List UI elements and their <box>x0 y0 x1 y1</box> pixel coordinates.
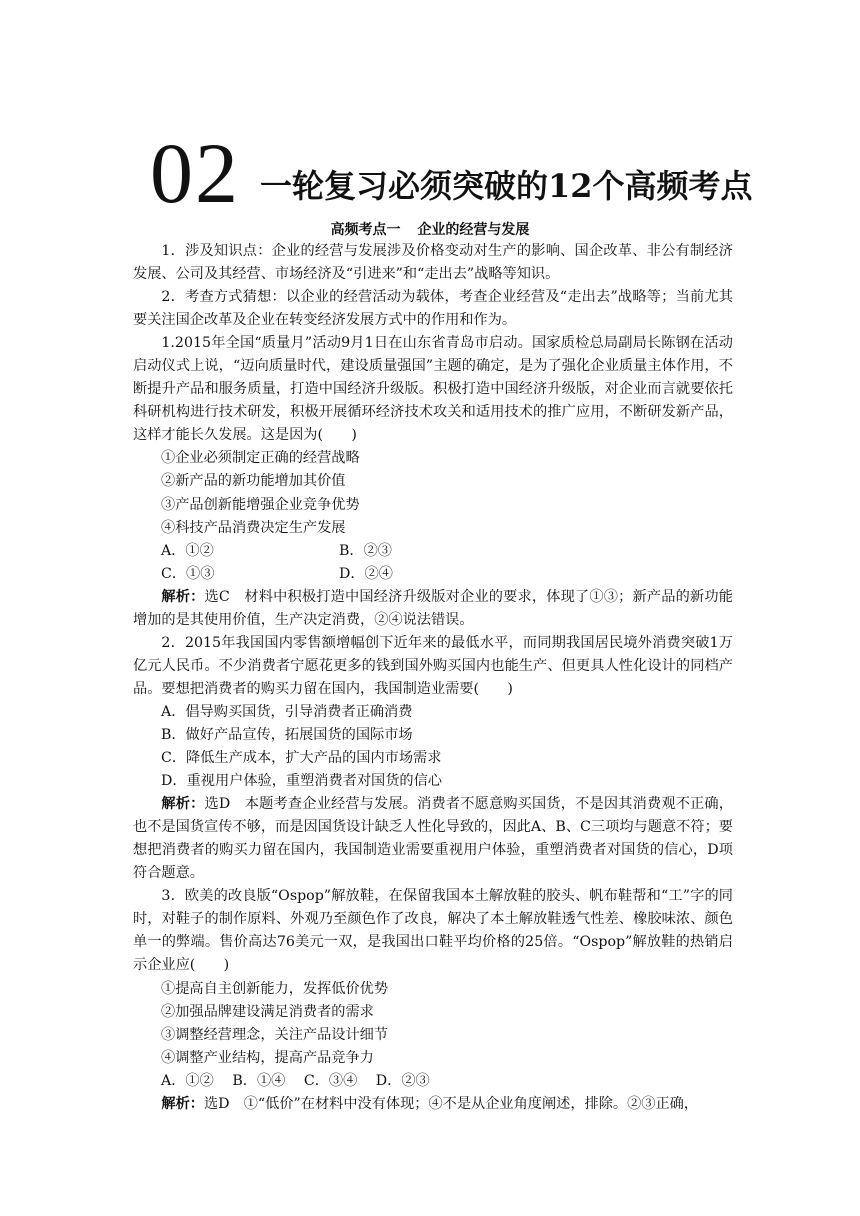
analysis-paragraph <box>133 793 733 885</box>
choice-option: D．②③ <box>375 1072 430 1089</box>
question-item: ①企业必须制定正确的经营战略 <box>161 450 360 467</box>
analysis-text: 选C 材料中积极打造中国经济升级版对企业的要求，体现了①③；新产品的新功能增加的是其使用价值，生产决定消费，②④说法错误。 <box>133 588 733 628</box>
choice-option: B．①④ <box>232 1072 286 1089</box>
question-item: ③调整经营理念，关注产品设计细节 <box>161 1026 389 1043</box>
chapter-title: 一轮复习必须突破的12个高频考点 <box>260 167 753 205</box>
section-heading-text: 企业的经营与发展 <box>417 222 530 238</box>
question-item: ④科技产品消费决定生产发展 <box>161 519 346 536</box>
question-item: ①提高自主创新能力，发挥低价优势 <box>161 980 389 997</box>
intro-paragraph: 1．涉及知识点：企业的经营与发展涉及价格变动对生产的影响、国企改革、非公有制经济发展、公司及其经营、市场经济及“引进来”和“走出去”战略等知识。 <box>133 243 733 283</box>
intro-paragraph: 2．考查方式猜想：以企业的经营活动为载体，考查企业经营及“走出去”战略等；当前尤其要关注国企改革及企业在转变经济发展方式中的作用和作为。 <box>133 289 733 329</box>
choice-option: D．②④ <box>339 565 393 582</box>
choice-row <box>133 563 733 586</box>
choice-row <box>133 540 733 563</box>
choice-option: B．②③ <box>339 542 392 559</box>
question-item: ②新产品的新功能增加其价值 <box>161 473 346 490</box>
choice-option: A．倡导购买国货，引导消费者正确消费 <box>161 703 413 720</box>
choice-option: C．降低生产成本，扩大产品的国内市场需求 <box>161 750 442 767</box>
question-stem: 1.2015年全国“质量月”活动9月1日在山东省青岛市启动。国家质检总局副局长陈钢在活动启动仪式上说，“迈向质量时代，建设质量强国”主题的确定，是为了强化企业质量主体作用，不断提升产品和服务质量，打造中国经济升级版。积极打造中国经济升级版，对企业而言就要依托科研机构进行技术研发，积极开展循环经济技术攻关和适用技术的推广应用，不断研发新产品，这样才能长久发展。这是因为( ) <box>133 335 733 444</box>
section-heading <box>0 220 860 240</box>
choice-option: B．做好产品宣传，拓展国货的国际市场 <box>161 726 413 743</box>
analysis-paragraph <box>133 586 733 632</box>
choice-row <box>133 1070 733 1093</box>
document-body <box>133 240 733 1116</box>
choice-option: A．①② <box>161 542 214 559</box>
question-item: ③产品创新能增强企业竞争优势 <box>161 496 360 513</box>
question-stem: 2．2015年我国国内零售额增幅创下近年来的最低水平，而同期我国居民境外消费突破1万亿元人民币。不少消费者宁愿花更多的钱到国外购买国内也能生产、但更具人性化设计的同档产品。要想把消费者的购买力留在国内，我国制造业需要( ) <box>133 634 733 697</box>
question-stem: 3．欧美的改良版“Ospop”解放鞋，在保留我国本土解放鞋的胶头、帆布鞋帮和“工”字的同时，对鞋子的制作原料、外观乃至颜色作了改良，解决了本土解放鞋透气性差、橡胶味浓、颜色单一的弊端。售价高达76美元一双，是我国出口鞋平均价格的25倍。“Ospop”解放鞋的热销启示企业应( ) <box>133 888 733 974</box>
question-item: ②加强品牌建设满足消费者的需求 <box>161 1003 374 1020</box>
analysis-text: 选D ①“低价”在材料中没有体现；④不是从企业角度阐述，排除。②③正确， <box>203 1095 699 1112</box>
choice-option: D．重视用户体验，重塑消费者对国货的信心 <box>161 773 442 790</box>
choice-option: C．①③ <box>161 565 215 582</box>
choice-option: C．③④ <box>303 1072 358 1089</box>
chapter-number: 02 <box>150 125 240 221</box>
question-item: ④调整产业结构，提高产品竞争力 <box>161 1049 374 1066</box>
analysis-label: 解析： <box>161 1095 204 1112</box>
analysis-paragraph <box>133 1093 733 1116</box>
choice-option: A．①② <box>161 1072 214 1089</box>
section-heading-prefix: 高频考点一 <box>330 222 401 238</box>
analysis-text: 选D 本题考查企业经营与发展。消费者不愿意购买国货，不是因其消费观不正确，也不是国货宣传不够，而是因国货设计缺乏人性化导致的，因此A、B、C三项均与题意不符；要想把消费者的购买力留在国内，我国制造业需要重视用户体验，重塑消费者对国货的信心，D项符合题意。 <box>133 796 733 882</box>
analysis-label: 解析： <box>161 588 205 605</box>
analysis-label: 解析： <box>161 796 205 813</box>
